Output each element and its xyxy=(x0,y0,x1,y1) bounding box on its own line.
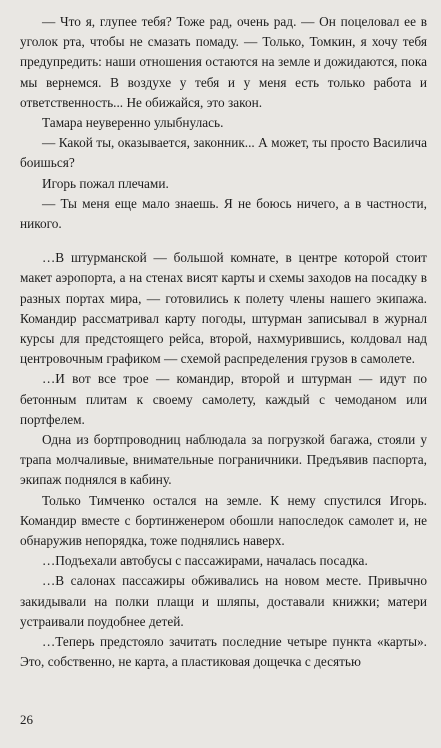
paragraph-6: …В штурманской — большой комнате, в центре которой стоит макет аэропорта, а на стенах висят карты и схемы заходов на посадку в разных портах мира, — готовились к полету члены нашего экипажа. Командир рассматривал карту погоды, штурман записывал в журнал курсы для предстоящего рейса, второй, нахмурившись, колдовал над центровочным графиком — схемой распределения грузов в самолете. xyxy=(20,250,427,367)
section-break xyxy=(20,234,427,248)
page-number: 26 xyxy=(20,712,33,727)
paragraph-5: — Ты меня еще мало знаешь. Я не боюсь ничего, а в частности, никого. xyxy=(20,195,427,232)
paragraph-12: …Теперь предстояло зачитать последние четыре пункта «карты». Это, собственно, не карта, а пластиковая дощечка с десятью xyxy=(20,634,427,670)
paragraph-10: …Подъехали автобусы с пассажирами, началась посадка. xyxy=(42,553,368,569)
paragraph-3: — Какой ты, оказывается, законник... А может, ты просто Василича боишься? xyxy=(20,135,427,171)
paragraph-4: Игорь пожал плечами. xyxy=(42,175,169,191)
paragraph-9: Только Тимченко остался на земле. К нему спустился Игорь. Командир вместе с бортинженером обошли напоследок самолет и, не обнаружив непорядка, тоже поднялись наверх. xyxy=(20,492,427,549)
paragraph-2: Тамара неуверенно улыбнулась. xyxy=(42,115,224,131)
paragraph-11: …В салонах пассажиры обживались на новом месте. Привычно закидывали на полки плащи и шляпы, доставали книжки; матери устраивали поудобнее детей. xyxy=(20,573,427,629)
paragraph-8: Одна из бортпроводниц наблюдала за погрузкой багажа, стояли у трапа молчаливые, внимательные пограничники. Предъявив паспорта, экипаж поднялся в кабину. xyxy=(20,432,427,488)
paragraph-1: — Что я, глупее тебя? Тоже рад, очень рад. — Он поцеловал ее в уголок рта, чтобы не смазать помаду. — Только, Томкин, я хочу тебя предупредить: наши отношения остаются на земле и дожидаются, пока мы вернемся. В воздухе у тебя и у меня есть только работа и ответственность... Не обижайся, это закон. xyxy=(20,14,427,110)
paragraph-7: …И вот все трое — командир, второй и штурман — идут по бетонным плитам к своему самолету, каждый с чемоданом или портфелем. xyxy=(20,371,427,427)
